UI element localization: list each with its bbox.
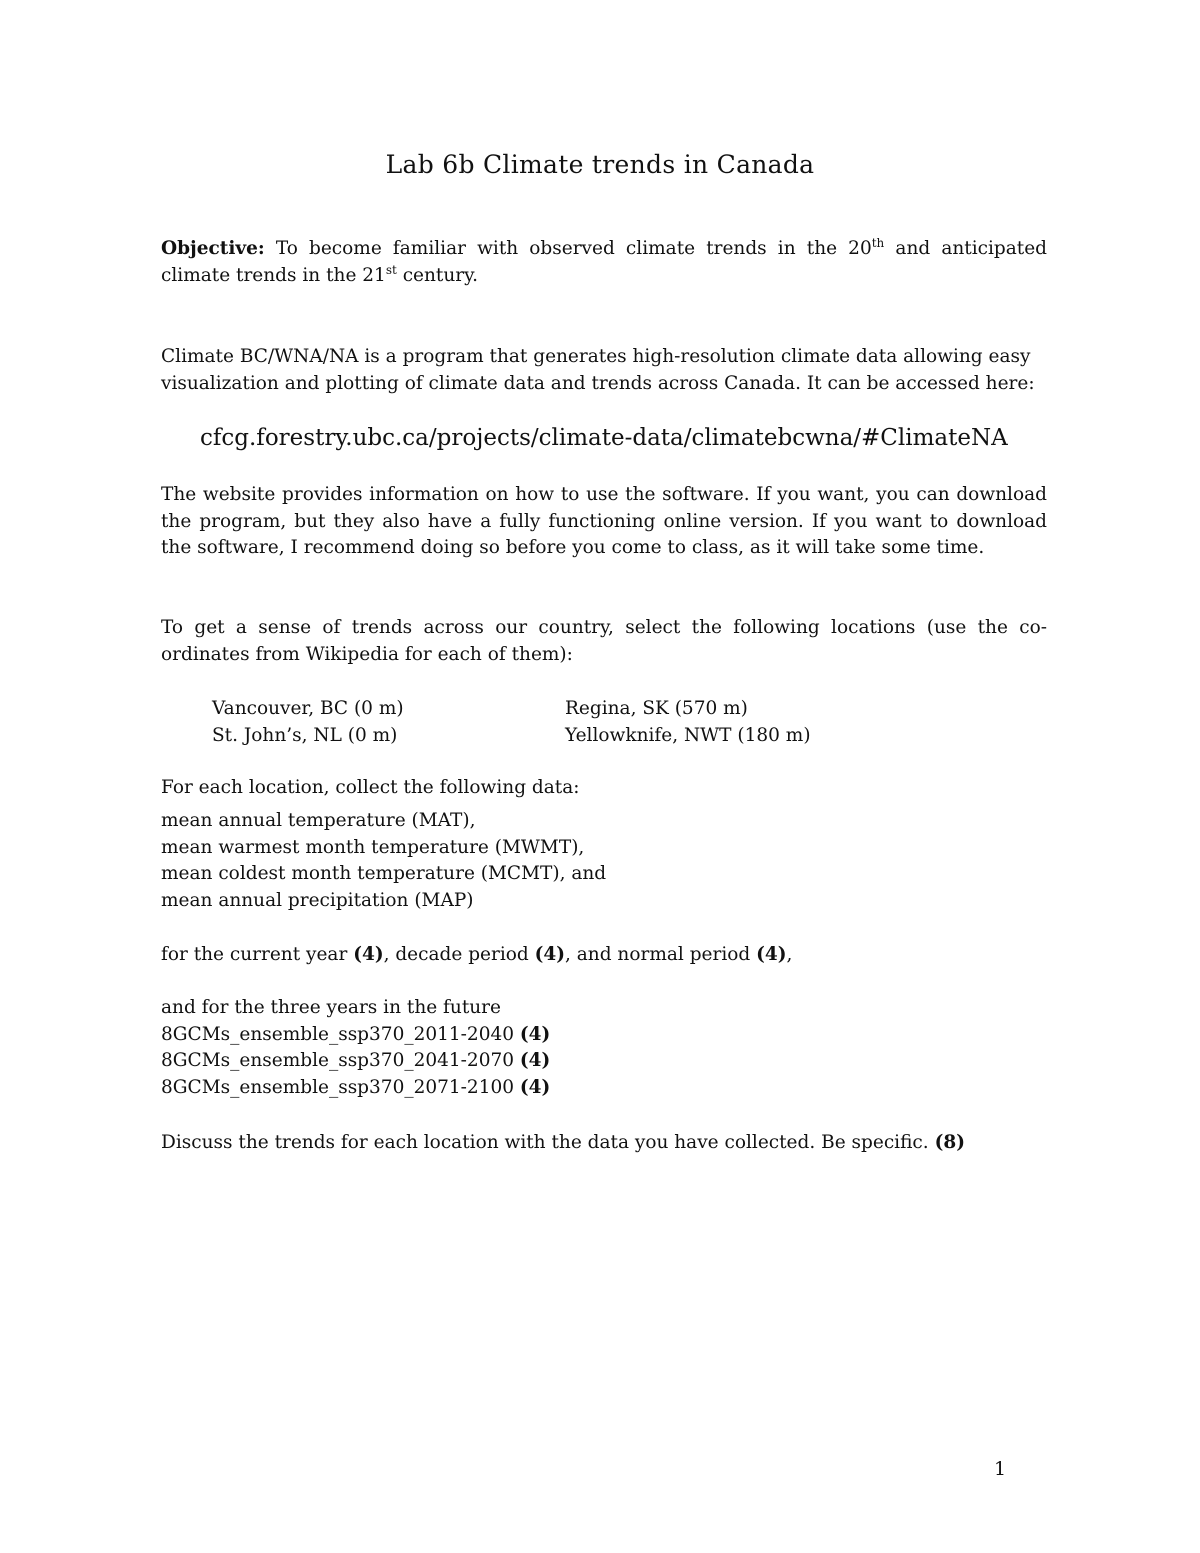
period-line xyxy=(161,942,1047,969)
page-number: 1 xyxy=(994,1458,1007,1480)
data-item: mean coldest month temperature (MCMT), and xyxy=(161,863,607,884)
marks-label: (4) xyxy=(519,1076,551,1098)
period-text: , xyxy=(786,944,793,965)
marks-label: (4) xyxy=(756,944,787,965)
future-intro: and for the three years in the future xyxy=(161,997,501,1018)
locations-list xyxy=(212,695,972,749)
period-text: , decade period xyxy=(383,944,535,965)
objective-sup-2: st xyxy=(385,262,397,277)
future-item-name: 8GCMs_ensemble_ssp370_2041-2070 xyxy=(161,1050,520,1071)
objective-text-3: century. xyxy=(396,264,478,286)
marks-label: (4) xyxy=(519,1050,551,1071)
future-item-name: 8GCMs_ensemble_ssp370_2011-2040 xyxy=(161,1023,520,1045)
website-paragraph: The website provides information on how to use the software. If you want, you can download the program, but they also have a fully functioning online version. If you want to download the software, I recommend doing so before you come to class, as it will take some time. xyxy=(161,484,1047,558)
period-text: , and normal period xyxy=(565,944,757,965)
data-item: mean annual precipitation (MAP) xyxy=(161,889,474,911)
objective-text-1: To become familiar with observed climate trends in the 20 xyxy=(264,238,872,259)
objective-label: Objective: xyxy=(161,238,265,259)
marks-label: (4) xyxy=(534,944,565,965)
marks-label: (4) xyxy=(519,1023,551,1045)
location-row xyxy=(212,722,972,749)
location-item: Vancouver, BC (0 m) xyxy=(212,698,404,719)
discuss-line xyxy=(161,1130,1047,1157)
discuss-text: Discuss the trends for each location with the data you have collected. Be specific. xyxy=(161,1132,935,1153)
collect-intro: For each location, collect the following data: xyxy=(161,777,580,798)
marks-label: (8) xyxy=(934,1132,965,1153)
future-item xyxy=(161,1022,1047,1049)
location-item: Regina, SK (570 m) xyxy=(565,698,748,719)
objective-sup-1: th xyxy=(871,236,885,250)
location-item: Yellowknife, NWT (180 m) xyxy=(565,725,811,746)
location-row xyxy=(212,695,972,722)
intro-paragraph: Climate BC/WNA/NA is a program that generates high-resolution climate data allowing easy visualization and plotting of climate data and trends across Canada. It can be accessed here: xyxy=(161,346,1035,394)
objective-text-2: and anticipated climate trends in the 21 xyxy=(161,238,1048,286)
marks-label: (4) xyxy=(353,944,384,965)
objective-paragraph xyxy=(161,236,1047,289)
future-list xyxy=(161,995,1047,1101)
data-item: mean warmest month temperature (MWMT), xyxy=(161,836,585,858)
data-items-list xyxy=(161,808,1047,914)
period-text: for the current year xyxy=(161,944,354,965)
future-item-name: 8GCMs_ensemble_ssp370_2071-2100 xyxy=(161,1076,520,1098)
future-item xyxy=(161,1048,1047,1075)
climatena-url: cfcg.forestry.ubc.ca/projects/climate-data/climatebcwna/#ClimateNA xyxy=(200,425,1008,451)
future-item xyxy=(161,1075,1047,1102)
trends-paragraph: To get a sense of trends across our country, select the following locations (use the co-ordinates from Wikipedia for each of them): xyxy=(161,617,1047,665)
data-item: mean annual temperature (MAT), xyxy=(161,810,476,831)
page-title: Lab 6b Climate trends in Canada xyxy=(385,150,815,179)
location-item: St. John’s, NL (0 m) xyxy=(212,725,398,746)
